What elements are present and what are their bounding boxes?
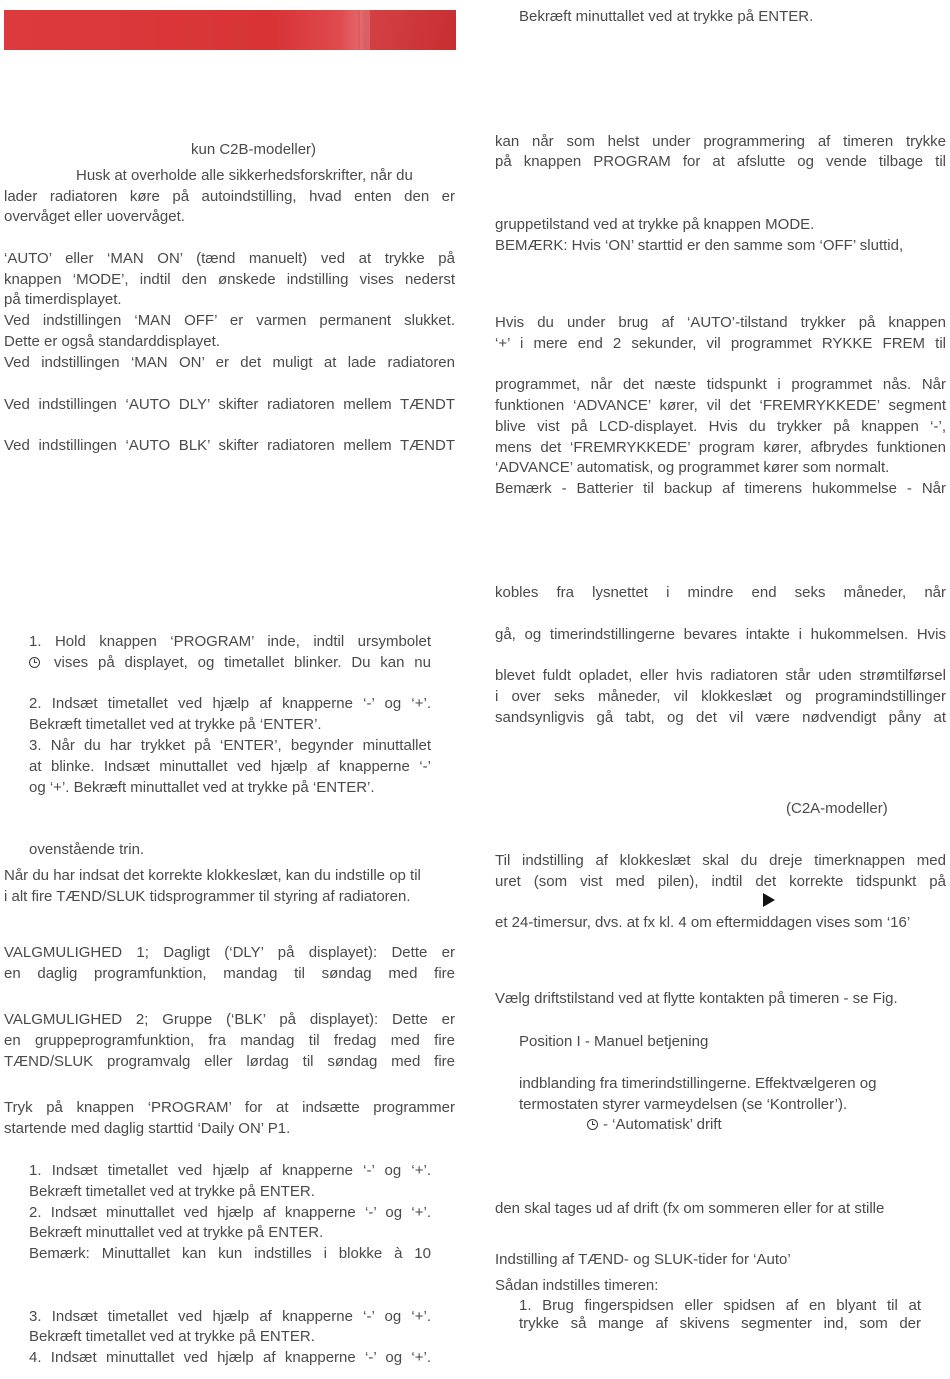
paragraph-line: indblanding fra timerindstillingerne. Effektvælgeren og — [519, 1075, 877, 1092]
paragraph-line: lader radiatoren køre på autoindstilling, hvad enten den er — [4, 188, 455, 205]
paragraph-line: programmet, når det næste tidspunkt i programmet nås. Når — [495, 376, 946, 393]
paragraph-line: Husk at overholde alle sikkerhedsforskrifter, når du — [76, 167, 413, 184]
paragraph-line: Ved indstillingen ‘AUTO DLY’ skifter radiatoren mellem TÆNDT — [4, 396, 455, 413]
paragraph-line: blive vist på LCD-displayet. Hvis du trykker på knappen ‘-’, — [495, 418, 946, 435]
paragraph-line: sandsynligvis gå tabt, og det vil være nødvendigt påny at — [495, 709, 946, 726]
step-line: 2. Indsæt minuttallet ved hjælp af knapperne ‘-’ og ‘+’. — [29, 1204, 431, 1221]
paragraph-line: TÆND/SLUK programvalg eller lørdag til søndag med fire — [4, 1053, 455, 1070]
paragraph-line: overvåget eller uovervåget. — [4, 208, 185, 225]
paragraph-line: Ved indstillingen ‘AUTO BLK’ skifter radiatoren mellem TÆNDT — [4, 437, 455, 454]
play-arrow-icon — [763, 893, 775, 907]
paragraph-line: ‘AUTO’ eller ‘MAN ON’ (tænd manuelt) ved at trykke på — [4, 250, 455, 267]
paragraph-line: uret (som vist med pilen), indtil det korrekte tidspunkt på — [495, 873, 946, 890]
step-line: 1. Hold knappen ‘PROGRAM’ inde, indtil ursymbolet — [29, 633, 431, 650]
step-line: at blinke. Indsæt minuttallet ved hjælp af knapperne ‘-’ — [29, 758, 431, 775]
paragraph-line: Til indstilling af klokkeslæt skal du dreje timerknappen med — [495, 852, 946, 869]
paragraph-line: Hvis du under brug af ‘AUTO’-tilstand trykker på knappen — [495, 314, 946, 331]
paragraph-line: Bekræft minuttallet ved at trykke på ENTER. — [519, 8, 814, 25]
paragraph-line: Vælg driftstilstand ved at flytte kontakten på timeren - se Fig. — [495, 990, 898, 1007]
paragraph-line: gå, og timerindstillingerne bevares intakte i hukommelsen. Hvis — [495, 626, 946, 643]
step-line: vises på displayet, og timetallet blinker. Du kan nu — [54, 654, 431, 671]
paragraph-line: en daglig programfunktion, mandag til søndag med fire — [4, 965, 455, 982]
section-heading: (C2A-modeller) — [786, 800, 888, 817]
step-line: Bekræft timetallet ved at trykke på ENTER. — [29, 1328, 315, 1345]
paragraph-line: ‘ADVANCE’ automatisk, og programmet kører som normalt. — [495, 459, 890, 476]
paragraph-line: Når du har indsat det korrekte klokkeslæt, kan du indstille op til — [4, 867, 421, 884]
step-line: Bekræft minuttallet ved at trykke på ENTER. — [29, 1224, 324, 1241]
step-line: 1. Brug fingerspidsen eller spidsen af en blyant til at — [519, 1297, 921, 1314]
paragraph-line: startende med daglig starttid ‘Daily ON’ P1. — [4, 1120, 291, 1137]
clock-icon — [29, 653, 40, 674]
paragraph-line: kobles fra lysnettet i mindre end seks måneder, når — [495, 584, 946, 601]
paragraph-line: Ved indstillingen ‘MAN OFF’ er varmen permanent slukket. — [4, 312, 455, 329]
paragraph-line: blevet fuldt opladet, eller hvis radiatoren står uden strømtilførsel — [495, 667, 946, 684]
paragraph-line: et 24-timersur, dvs. at fx kl. 4 om eftermiddagen vises som ‘16’ — [495, 914, 911, 931]
paragraph-line: VALGMULIGHED 1; Dagligt (‘DLY’ på displayet): Dette er — [4, 944, 455, 961]
paragraph-line: kan når som helst under programmering af timeren trykke — [495, 133, 946, 150]
paragraph-line: en gruppeprogramfunktion, fra mandag til fredag med fire — [4, 1032, 455, 1049]
paragraph-line: i alt fire TÆND/SLUK tidsprogrammer til styring af radiatoren. — [4, 888, 411, 905]
paragraph-line: Bemærk - Batterier til backup af timerens hukommelse - Når — [495, 480, 946, 497]
step-line: trykke så mange af skivens segmenter ind, som der — [519, 1315, 921, 1332]
paragraph-line: Dette er også standarddisplayet. — [4, 333, 220, 350]
step-line: Bemærk: Minuttallet kan kun indstilles i blokke à 10 — [29, 1245, 431, 1262]
paragraph-line: Tryk på knappen ‘PROGRAM’ for at indsætte programmer — [4, 1099, 455, 1116]
paragraph-line: den skal tages ud af drift (fx om sommeren eller for at stille — [495, 1200, 885, 1217]
paragraph-line: Position I - Manuel betjening — [519, 1033, 709, 1050]
paragraph-line: funktionen ‘ADVANCE’ kører, vil det ‘FREMRYKKEDE’ segment — [495, 397, 946, 414]
step-line: 3. Når du har trykket på ‘ENTER’, begynder minuttallet — [29, 737, 431, 754]
paragraph-line: Sådan indstilles timeren: — [495, 1277, 659, 1294]
step-line: og ‘+’. Bekræft minuttallet ved at trykke på ‘ENTER’. — [29, 779, 375, 796]
paragraph-line: gruppetilstand ved at trykke på knappen MODE. — [495, 216, 815, 233]
paragraph-line: knappen ‘MODE’, indtil den ønskede indstilling vises nederst — [4, 271, 455, 288]
step-line: 1. Indsæt timetallet ved hjælp af knapperne ‘-’ og ‘+’. — [29, 1162, 431, 1179]
subheading: Indstilling af TÆND- og SLUK-tider for ‘Auto’ — [495, 1251, 791, 1268]
paragraph-line: - ‘Automatisk’ drift — [603, 1116, 722, 1133]
step-line: 2. Indsæt timetallet ved hjælp af knapperne ‘-’ og ‘+’. — [29, 695, 431, 712]
section-heading: kun C2B-modeller) — [191, 141, 317, 158]
paragraph-line: på timerdisplayet. — [4, 291, 122, 308]
clock-icon — [587, 1115, 598, 1136]
paragraph-line: mens det ‘FREMRYKKEDE’ program kører, afbrydes funktionen — [495, 439, 946, 456]
banner-fold — [360, 10, 456, 50]
paragraph-line: VALGMULIGHED 2; Gruppe (‘BLK’ på displayet): Dette er — [4, 1011, 455, 1028]
paragraph-line: BEMÆRK: Hvis ‘ON’ starttid er den samme som ‘OFF’ sluttid, — [495, 237, 904, 254]
paragraph-line: ‘+’ i mere end 2 sekunder, vil programmet RYKKE FREM til — [495, 335, 946, 352]
step-line: 3. Indsæt timetallet ved hjælp af knapperne ‘-’ og ‘+’. — [29, 1308, 431, 1325]
paragraph-line: ovenstående trin. — [29, 841, 145, 858]
step-line: 4. Indsæt minuttallet ved hjælp af knapperne ‘-’ og ‘+’. — [29, 1349, 431, 1366]
step-line: Bekræft timetallet ved at trykke på ‘ENTER’. — [29, 716, 322, 733]
paragraph-line: Ved indstillingen ‘MAN ON’ er det muligt at lade radiatoren — [4, 354, 455, 371]
paragraph-line: termostaten styrer varmeydelsen (se ‘Kontroller’). — [519, 1096, 848, 1113]
paragraph-line: på knappen PROGRAM for at afslutte og vende tilbage til — [495, 153, 946, 170]
paragraph-line: i over seks måneder, vil klokkeslæt og programindstillinger — [495, 688, 946, 705]
step-line: Bekræft timetallet ved at trykke på ENTER. — [29, 1183, 315, 1200]
